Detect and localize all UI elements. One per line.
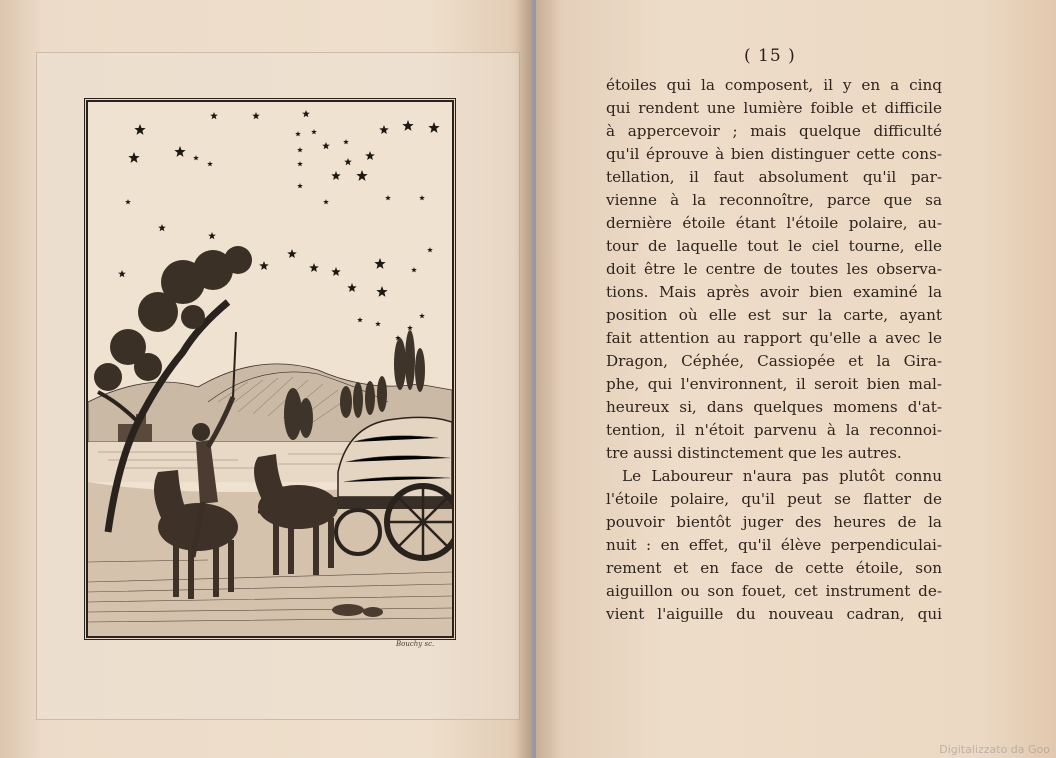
star xyxy=(428,122,439,133)
star xyxy=(347,283,357,292)
star xyxy=(402,120,413,131)
text-line: tions. Mais après avoir bien examiné la xyxy=(606,283,942,301)
star xyxy=(374,258,385,269)
page-number: ( 15 ) xyxy=(744,46,796,66)
text-line: Le Laboureur n'aura pas plutôt connu xyxy=(622,467,942,485)
star xyxy=(158,224,166,231)
star xyxy=(376,286,387,297)
binding-shadow xyxy=(516,0,532,758)
star xyxy=(118,270,126,277)
star xyxy=(407,325,413,330)
star xyxy=(311,129,317,134)
text-line: l'étoile polaire, qu'il peut se flatter de xyxy=(606,490,942,508)
star xyxy=(331,171,341,180)
star xyxy=(365,151,375,160)
star xyxy=(287,249,297,258)
text-line: fait attention au rapport qu'elle a avec le xyxy=(606,329,942,347)
text-line: nuit : en effet, qu'il élève perpendiculai- xyxy=(606,536,942,554)
rocks xyxy=(332,604,364,616)
star xyxy=(259,261,269,270)
star xyxy=(322,142,330,149)
text-line: étoiles qui la composent, il y en a cinq xyxy=(606,76,942,94)
star xyxy=(419,313,425,318)
text-line: à appercevoir ; mais quelque difficulté xyxy=(606,122,942,140)
text-line: dernière étoile étant l'étoile polaire, au- xyxy=(606,214,942,232)
text-line: Dragon, Céphée, Cassiopée et la Gira- xyxy=(606,352,942,370)
star xyxy=(309,263,319,272)
star xyxy=(297,147,303,152)
text-line: pouvoir bientôt juger des heures de la xyxy=(606,513,942,531)
star xyxy=(174,146,185,157)
star xyxy=(193,155,199,160)
star xyxy=(385,195,391,200)
star xyxy=(252,112,260,119)
star xyxy=(208,232,216,239)
engraving-drawing xyxy=(88,102,452,636)
text-line: phe, qui l'environnent, il seroit bien mal- xyxy=(606,375,942,393)
star xyxy=(427,247,433,252)
star xyxy=(207,161,213,166)
star xyxy=(297,183,303,188)
star xyxy=(302,110,310,117)
star xyxy=(210,112,218,119)
text-line: qui rendent une lumière foible et difficile xyxy=(606,99,942,117)
star xyxy=(297,161,303,166)
text-line: tellation, il faut absolument qu'il par- xyxy=(606,168,942,186)
star xyxy=(357,317,363,322)
text-line: doit être le centre de toutes les observa- xyxy=(606,260,942,278)
engraver-credit: Bouchy sc. xyxy=(396,640,435,648)
star xyxy=(128,152,139,163)
star xyxy=(356,170,367,181)
star xyxy=(411,267,417,272)
text-line: vient l'aiguille du nouveau cadran, qui xyxy=(606,605,942,623)
star xyxy=(419,195,425,200)
text-line: rement et en face de cette étoile, son xyxy=(606,559,942,577)
text-line: position où elle est sur la carte, ayant xyxy=(606,306,942,324)
star xyxy=(379,125,389,134)
star xyxy=(343,139,349,144)
text-line: aiguillon ou son fouet, cet instrument de- xyxy=(606,582,942,600)
star xyxy=(375,321,381,326)
digitization-watermark: Digitalizzato da Goo xyxy=(939,743,1050,756)
text-line: tour de laquelle tout le ciel tourne, elle xyxy=(606,237,942,255)
text-line: tre aussi distinctement que les autres. xyxy=(606,444,902,462)
text-line: qu'il éprouve à bien distinguer cette cons- xyxy=(606,145,942,163)
text-line: heureux si, dans quelques momens d'at- xyxy=(606,398,942,416)
star xyxy=(331,267,341,276)
engraving-illustration xyxy=(86,100,454,638)
star xyxy=(134,124,145,135)
body-text xyxy=(606,74,942,626)
text-line: tention, il n'étoit parvenu à la reconnoi- xyxy=(606,421,942,439)
star xyxy=(323,199,329,204)
star xyxy=(344,158,352,165)
star xyxy=(295,131,301,136)
text-line: vienne à la reconnoître, parce que sa xyxy=(606,191,942,209)
star xyxy=(125,199,131,204)
